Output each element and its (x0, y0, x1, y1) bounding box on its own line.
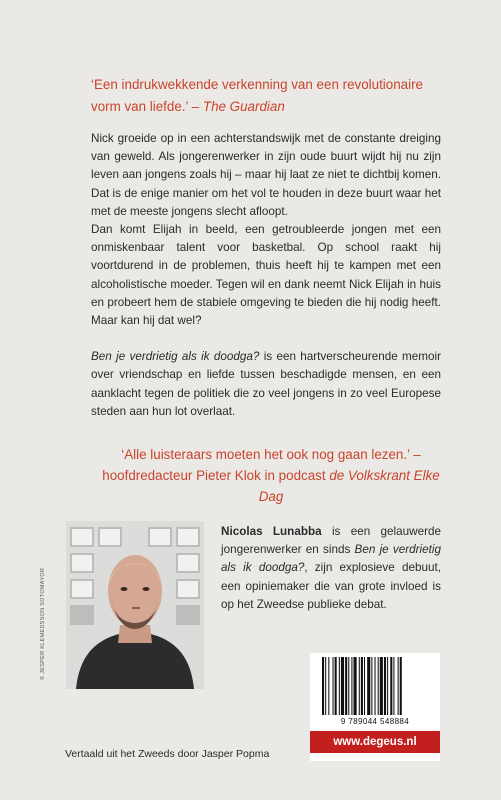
isbn-barcode-icon (320, 657, 430, 717)
blurb-paragraph-3-rest: is een hartverscheurende memoir over vriendschap en liefde tussen beschadigde mensen, en een aanklacht tegen de politiek die zo veel jongens in zo veel Europese steden aan hun lot overlaat. (91, 350, 441, 418)
top-quote-text: ‘Een indrukwekkende verkenning van een revolutionaire vorm van liefde.’ – (91, 77, 424, 114)
mid-quote (91, 444, 451, 507)
author-bio (221, 523, 441, 614)
mid-quote-source: de Volkskrant Elke Dag (258, 468, 440, 504)
translator-credit: Vertaald uit het Zweeds door Jasper Popma (65, 748, 270, 760)
blurb-paragraph-2: Dan komt Elijah in beeld, een getroubleerde jongen met een onmiskenbaar talent voor basketbal. Op school raakt hij voortdurend in de problemen, thuis heeft hij te kampen met een alcoholistische moeder. Tegen wil en dank neemt Nick Elijah in huis en probeert hem de stabiele omgeving te bieden die hij nodig heeft. Maar kan hij dat wel? (91, 223, 441, 328)
author-bio-part-2: , zijn explosieve debuut, een opiniemaker die van grote invloed is op het Zweedse publieke debat. (221, 561, 441, 611)
isbn-number: 9 789044 548884 (340, 717, 410, 726)
blurb-paragraph-3 (91, 348, 441, 421)
author-portrait-illustration (66, 521, 204, 689)
author-bio-book-title: Ben je verdrietig als ik doodga? (221, 543, 441, 575)
author-photo (66, 521, 204, 689)
photo-credit: © JESPER KLEMEDSSON SOTOMAYOR (40, 567, 46, 680)
author-bio-part-1: is een gelauwerde jongerenwerker en sinds (221, 525, 441, 557)
publisher-url[interactable]: www.degeus.nl (310, 731, 440, 753)
top-quote (91, 74, 451, 118)
barcode-block (310, 653, 440, 761)
top-quote-source: The Guardian (202, 99, 285, 114)
book-title-inline: Ben je verdrietig als ik doodga? (91, 350, 260, 364)
blurb (91, 130, 441, 421)
author-name: Nicolas Lunabba (221, 525, 322, 538)
blurb-paragraph-1: Nick groeide op in een achterstandswijk met de constante dreiging van geweld. Als jongerenwerker in zijn oude buurt wijdt hij nu zijn leven aan jongens zoals hij – maar hij laat ze niet te dichtbij komen. Dat is de enige manier om het vol te houden in deze buurt waar het met de meeste jongens slecht afloopt. (91, 132, 441, 218)
mid-quote-text: ‘Alle luisteraars moeten het ook nog gaan lezen.’ – hoofdredacteur Pieter Klok in podcast (102, 447, 421, 483)
